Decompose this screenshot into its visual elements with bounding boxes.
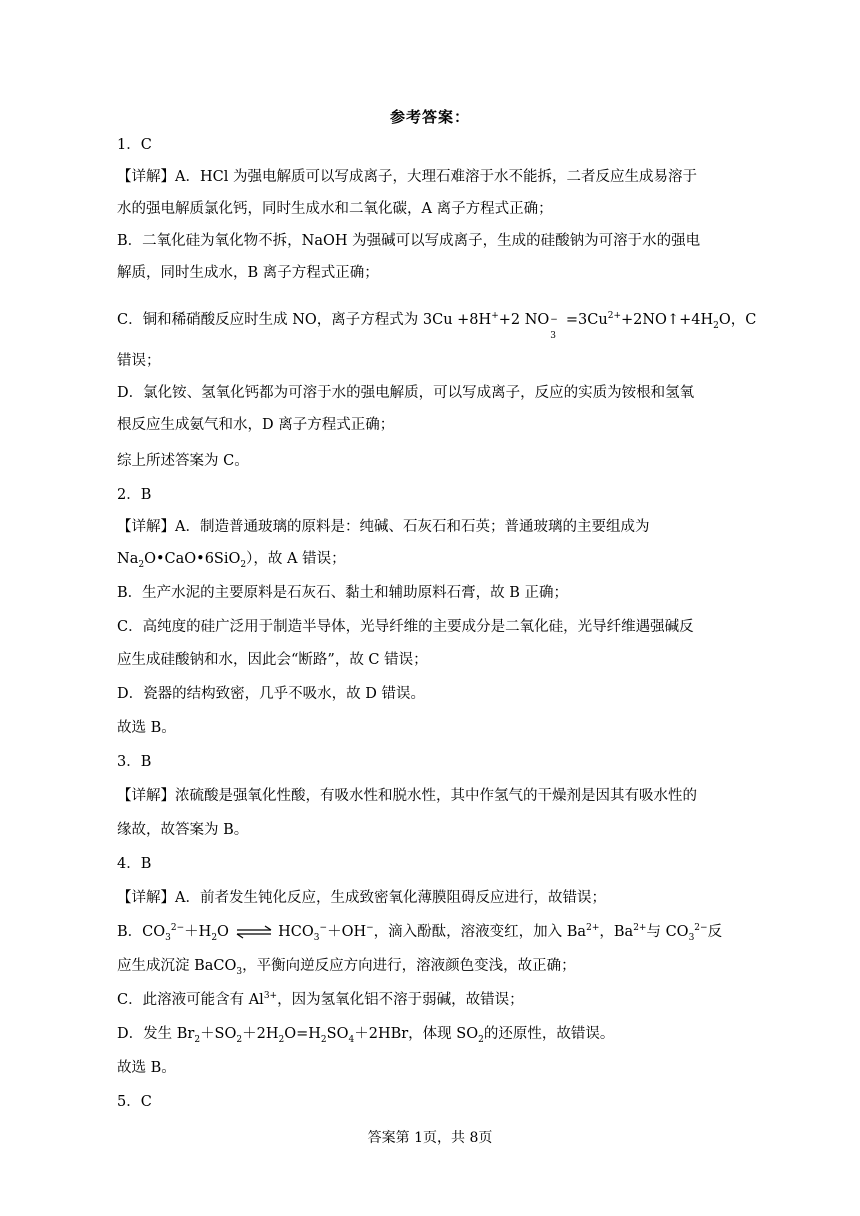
q1-line-8: 根反应生成氨气和水，D 离子方程式正确； (117, 417, 395, 433)
q2-line-7: 故选 B。 (117, 720, 176, 736)
page-title: 参考答案： (389, 108, 470, 126)
q4-line-3-part: ，平衡向逆反应方向进行，溶液颜色变浅，故正确； (242, 958, 576, 974)
page-footer: 答案第 1页，共 8页 (367, 1130, 493, 1146)
q4-line-2-part: B．CO (117, 924, 166, 940)
q4-line-5-part: O=H (284, 1026, 321, 1042)
q1-answer: 1．C (117, 137, 152, 153)
q3-line-1: 【详解】浓硫酸是强氧化性酸，有吸水性和脱水性，其中作氢气的干燥剂是因其有吸水性的 (117, 788, 697, 804)
q2-line-3: B．生产水泥的主要原料是石灰石、黏土和辅助原料石膏，故 B 正确； (117, 585, 569, 601)
q4-line-2-part: ＋H (184, 924, 212, 940)
q3-answer: 3．B (117, 754, 152, 770)
q2-line-1: 【详解】A．制造普通玻璃的原料是：纯碱、石灰石和石英；普通玻璃的主要组成为 (117, 519, 650, 535)
q4-line-5: D．发生 $Br_2+SO_2+2H_2O=H_2SO_4+2HBr$，体现 $SO_2$的还原性，故错误。 (117, 1026, 615, 1045)
q1-line-5-part: O，C (718, 312, 757, 328)
q4-line-2-part: ，Ba (599, 924, 634, 940)
q5-answer: 5．C (117, 1094, 152, 1110)
q2-line-6: D．瓷器的结构致密，几乎不吸水，故 D 错误。 (117, 686, 425, 702)
q4-line-2: B．$CO_3^{2-}+H_2O$ $HCO_3^-+OH^-$，滴入酚酞，溶液变红，加入 $Ba^{2+}$，$Ba^{2+}$与 $CO_3^{2-}$反 (117, 923, 723, 943)
q4-line-2-part: ，滴入酚酞，溶液变红，加入 Ba (373, 924, 587, 940)
q1-line-5-part: +2NO↑+4H (621, 312, 714, 328)
q4-line-3-part: 应生成沉淀 BaCO (117, 958, 237, 974)
q4-line-2-part: 反 (707, 924, 723, 940)
q1-line-5-part: +2 NO (498, 312, 550, 328)
q4-line-6: 故选 B。 (117, 1060, 176, 1076)
q4-line-5-part: D．发生 Br (117, 1026, 195, 1042)
q1-line-9: 综上所述答案为 C。 (117, 453, 249, 469)
q1-line-2: 水的强电解质氯化钙，同时生成水和二氧化碳，A 离子方程式正确； (117, 201, 553, 217)
q2-line-5: 应生成硅酸钠和水，因此会“断路”，故 C 错误； (117, 652, 428, 668)
q2-line-2-part: O•CaO•6SiO (144, 551, 241, 567)
q4-line-5-part: ＋SO (200, 1026, 237, 1042)
q1-line-1: 【详解】A．HCl 为强电解质可以写成离子，大理石难溶于水不能拆，二者反应生成易溶于 (117, 169, 697, 185)
q4-line-1: 【详解】A．前者发生钝化反应，生成致密氧化薄膜阻碍反应进行，故错误； (117, 890, 606, 906)
q4-line-4: C．此溶液可能含有 $Al^{3+}$，因为氢氧化铝不溶于弱碱，故错误； (117, 991, 524, 1008)
q4-line-2-part: HCO (278, 924, 314, 940)
q1-line-7: D．氯化铵、氢氧化钙都为可溶于水的强电解质，可以写成离子，反应的实质为铵根和氢氧 (117, 385, 695, 401)
equilibrium-arrow-icon (234, 925, 274, 939)
q2-line-2: $Na_2O•CaO•6SiO_2$），故 A 错误； (117, 551, 346, 570)
q3-line-2: 缘故，故答案为 B。 (117, 822, 249, 838)
q1-line-5-part: C．铜和稀硝酸反应时生成 NO，离子方程式为 3Cu +8H (117, 312, 492, 328)
q1-line-5: C．铜和稀硝酸反应时生成 NO，离子方程式为 3Cu +8H++2 NO − 3 $=3Cu^{2+}+2NO↑+4H_2O$，C (117, 311, 757, 341)
q4-line-4-part: ，因为氢氧化铝不溶于弱碱，故错误； (277, 992, 524, 1008)
q2-line-4: C．高纯度的硅广泛用于制造半导体，光导纤维的主要成分是二氧化硅，光导纤维遇强碱反 (117, 619, 694, 635)
q4-line-3: 应生成沉淀 BaCO$_3$，平衡向逆反应方向进行，溶液颜色变浅，故正确； (117, 958, 576, 977)
q1-line-5-part: =3Cu (561, 312, 608, 328)
q1-line-4: 解质，同时生成水，B 离子方程式正确； (117, 265, 379, 281)
q4-line-5-part: SO (326, 1026, 349, 1042)
q4-line-4-part: C．此溶液可能含有 Al (117, 992, 264, 1008)
q2-answer: 2．B (117, 487, 152, 503)
q1-line-6: 错误； (117, 353, 161, 369)
q2-line-2-part: ），故 A 错误； (246, 551, 346, 567)
q4-line-2-part: 与 CO (646, 924, 689, 940)
q4-answer: 4．B (117, 856, 152, 872)
q4-line-5-part: 的还原性，故错误。 (483, 1026, 615, 1042)
q4-line-2-part: O (217, 924, 229, 940)
q4-line-5-part: ＋2HBr，体现 SO (354, 1026, 479, 1042)
q2-line-2-part: Na (117, 551, 139, 567)
q4-line-5-part: ＋2H (242, 1026, 279, 1042)
q4-line-2-part: ＋OH (327, 924, 367, 940)
q1-line-3: B．二氧化硅为氧化物不拆，NaOH 为强碱可以写成离子，生成的硅酸钠为可溶于水的强电 (117, 233, 701, 249)
